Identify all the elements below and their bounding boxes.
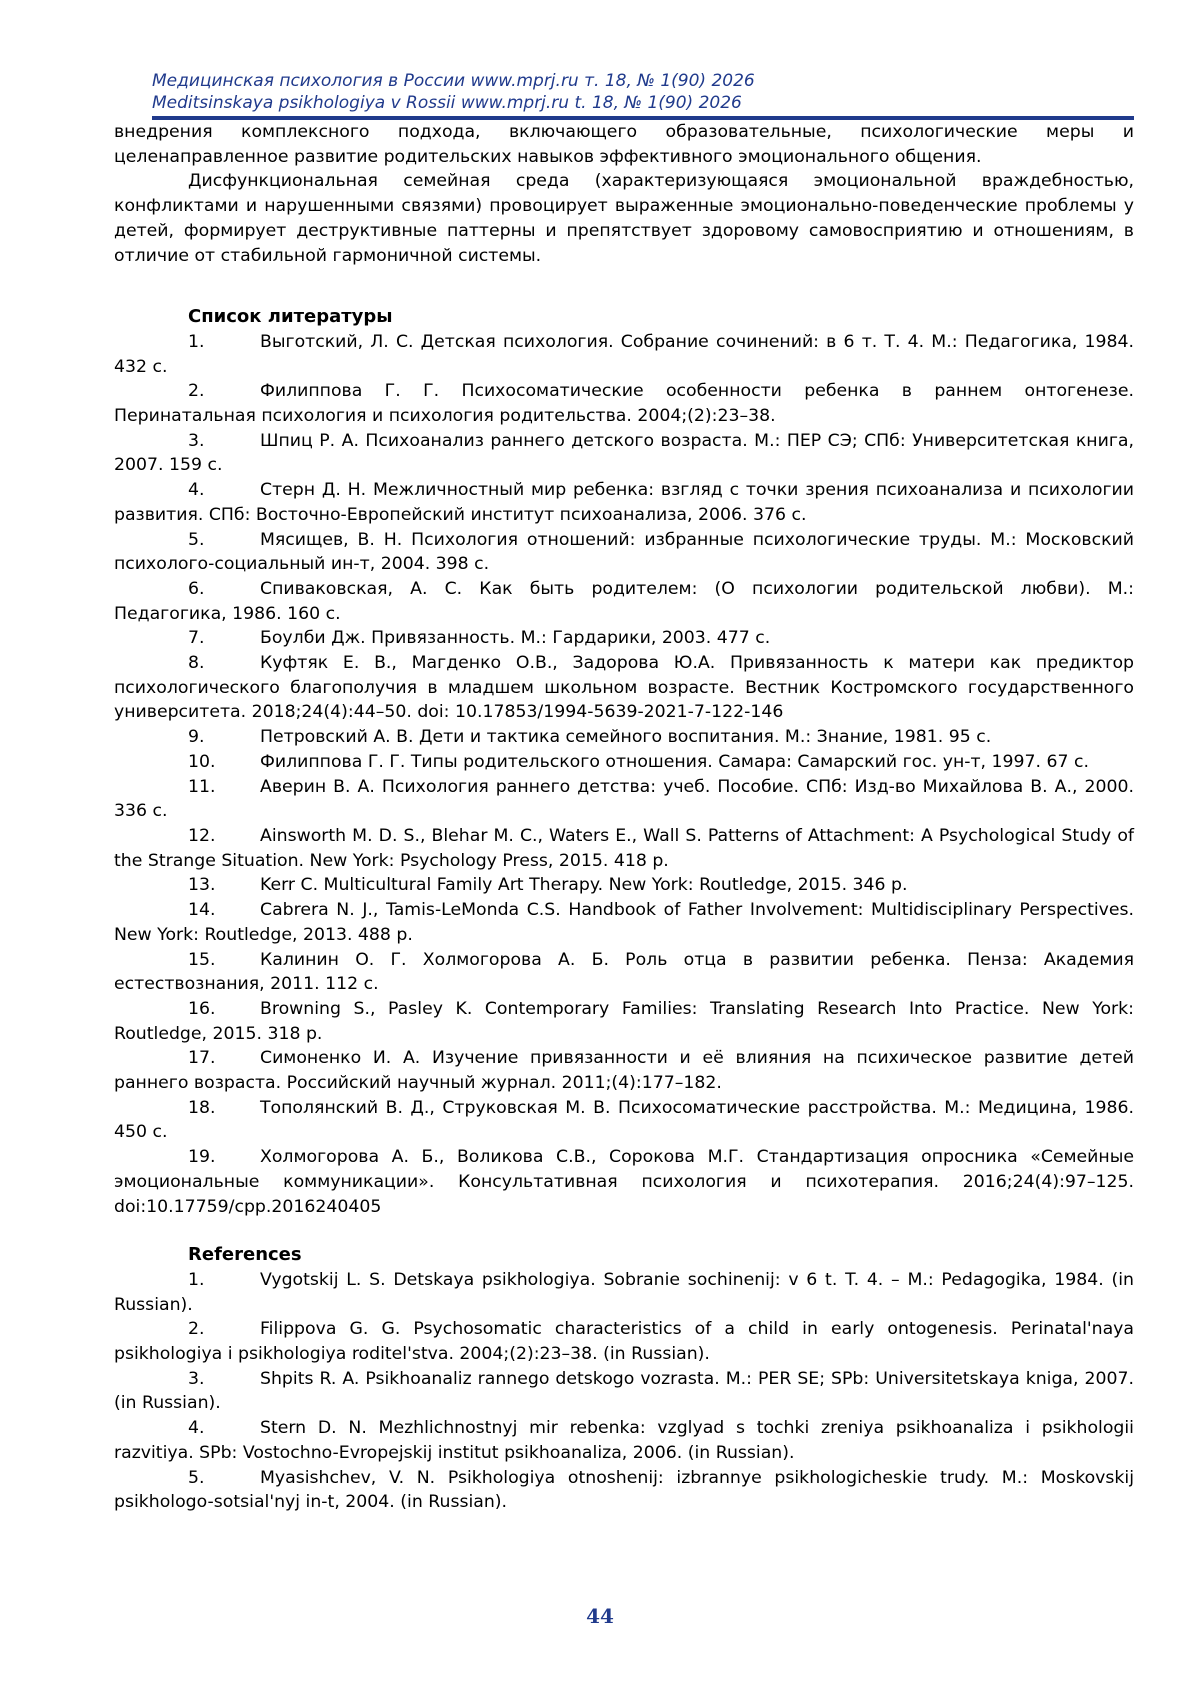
reference-text: Stern D. N. Mezhlichnostnyj mir rebenka: vzglyad s tochki zreniya psikhoanaliza i psikhologii razvitiya. SPb: Vostochno-Evropejskij institut psikhoanaliza, 2006. (in Russian). xyxy=(114,1418,1134,1463)
reference-item xyxy=(114,429,1134,478)
reference-text: Тополянский В. Д., Струковская М. В. Психосоматические расстройства. М.: Медицина, 1986. 450 с. xyxy=(114,1097,1134,1143)
reference-number: 14. xyxy=(188,900,216,921)
reference-item xyxy=(114,1268,1134,1317)
reference-item xyxy=(114,1046,1134,1095)
references-heading: References xyxy=(188,1244,302,1266)
reference-text: Myasishchev, V. N. Psikhologiya otnoshenij: izbrannye psikhologicheskie trudy. M.: Moskovskij psikhologo-sotsial'nyj in-t, 2004. (in Russian). xyxy=(114,1467,1134,1513)
reference-item xyxy=(114,1416,1134,1465)
reference-text: Спиваковская, А. С. Как быть родителем: (О психологии родительской любви). М.: Педагогика, 1986. 160 с. xyxy=(114,578,1134,624)
reference-number: 16. xyxy=(188,998,216,1019)
references-list xyxy=(114,1268,1134,1515)
reference-number: 3. xyxy=(188,430,205,451)
reference-text: Боулби Дж. Привязанность. М.: Гардарики, 2003. 477 с. xyxy=(260,628,771,649)
reference-number: 4. xyxy=(188,480,205,501)
reference-number: 18. xyxy=(188,1097,216,1118)
literature-heading: Список литературы xyxy=(188,306,393,328)
reference-number: 7. xyxy=(188,628,205,649)
reference-number: 15. xyxy=(188,949,216,970)
reference-text: Филиппова Г. Г. Психосоматические особенности ребенка в раннем онтогенезе. Перинатальная психология и психология родительства. 2004;(2):23–38. xyxy=(114,381,1134,427)
reference-number: 4. xyxy=(188,1418,205,1439)
reference-text: Холмогорова А. Б., Воликова С.В., Сорокова М.Г. Стандартизация опросника «Семейные эмоциональные коммуникации». Консультативная психология и психотерапия. 2016;24(4):97–125. doi:10.17759/cpp.2016240405 xyxy=(114,1147,1134,1217)
reference-item xyxy=(114,873,1134,898)
reference-item xyxy=(114,478,1134,527)
reference-number: 13. xyxy=(188,875,216,896)
reference-number: 6. xyxy=(188,578,205,599)
body-paragraph: внедрения комплексного подхода, включающего образовательные, психологические меры и целенаправленное развитие родительских навыков эффективного эмоционального общения. xyxy=(114,122,1134,167)
reference-text: Browning S., Pasley K. Contemporary Families: Translating Research Into Practice. New York: Routledge, 2015. 318 p. xyxy=(114,998,1134,1044)
journal-header-russian: Медицинская психология в России www.mprj.ru т. 18, № 1(90) 2026 xyxy=(152,71,755,91)
literature-list xyxy=(114,330,1134,1219)
reference-text: Филиппова Г. Г. Типы родительского отношения. Самара: Самарский гос. ун-т, 1997. 67 с. xyxy=(260,751,1089,772)
reference-text: Петровский А. В. Дети и тактика семейного воспитания. М.: Знание, 1981. 95 с. xyxy=(260,727,992,748)
reference-text: Выготский, Л. С. Детская психология. Собрание сочинений: в 6 т. Т. 4. М.: Педагогика, 1984. 432 с. xyxy=(114,331,1134,377)
reference-item xyxy=(114,1145,1134,1219)
reference-item xyxy=(114,330,1134,379)
journal-header xyxy=(152,70,1142,114)
reference-text: Калинин О. Г. Холмогорова А. Б. Роль отца в развитии ребенка. Пенза: Академия естествознания, 2011. 112 с. xyxy=(114,949,1134,995)
page-number: 44 xyxy=(586,1604,614,1628)
reference-item xyxy=(114,824,1134,873)
page-content xyxy=(114,120,1134,1515)
reference-item xyxy=(114,651,1134,725)
reference-number: 5. xyxy=(188,529,205,550)
reference-number: 2. xyxy=(188,1319,205,1340)
reference-item xyxy=(114,1466,1134,1515)
reference-item xyxy=(114,1367,1134,1416)
reference-item xyxy=(114,379,1134,428)
reference-number: 9. xyxy=(188,727,205,748)
reference-text: Шпиц Р. А. Психоанализ раннего детского возраста. М.: ПЕР СЭ; СПб: Университетская книга, 2007. 159 с. xyxy=(114,430,1134,476)
reference-item xyxy=(114,1096,1134,1145)
body-paragraph: Дисфункциональная семейная среда (характеризующаяся эмоциональной враждебностью, конфликтами и нарушенными связями) провоцирует выраженные эмоционально-поведенческие проблемы у детей, формирует деструктивные паттерны и препятствует здоровому самовосприятию и отношениям, в отличие от стабильной гармоничной системы. xyxy=(114,171,1134,266)
reference-text: Аверин В. А. Психология раннего детства: учеб. Пособие. СПб: Изд-во Михайлова В. А., 2000. 336 с. xyxy=(114,776,1134,822)
reference-number: 5. xyxy=(188,1467,205,1488)
reference-number: 19. xyxy=(188,1147,216,1168)
reference-item xyxy=(114,626,1134,651)
reference-text: Filippova G. G. Psychosomatic characteristics of a child in early ontogenesis. Perinatal'naya psikhologiya i psikhologiya roditel'stva. 2004;(2):23–38. (in Russian). xyxy=(114,1319,1134,1365)
reference-number: 2. xyxy=(188,381,205,402)
reference-number: 8. xyxy=(188,653,205,674)
reference-text: Vygotskij L. S. Detskaya psikhologiya. Sobranie sochinenij: v 6 t. T. 4. – M.: Pedagogika, 1984. (in Russian). xyxy=(114,1269,1134,1315)
reference-item xyxy=(114,528,1134,577)
reference-number: 10. xyxy=(188,751,216,772)
reference-item xyxy=(114,775,1134,824)
reference-text: Ainsworth M. D. S., Blehar M. C., Waters E., Wall S. Patterns of Attachment: A Psychological Study of the Strange Situation. New York: Psychology Press, 2015. 418 p. xyxy=(114,825,1134,871)
reference-number: 1. xyxy=(188,331,205,352)
reference-text: Мясищев, В. Н. Психология отношений: избранные психологические труды. М.: Московский психолого-социальный ин-т, 2004. 398 с. xyxy=(114,529,1134,575)
reference-text: Kerr C. Multicultural Family Art Therapy. New York: Routledge, 2015. 346 p. xyxy=(260,875,908,896)
reference-item xyxy=(114,898,1134,947)
reference-number: 11. xyxy=(188,776,216,797)
reference-text: Shpits R. A. Psikhoanaliz rannego detskogo vozrasta. M.: PER SE; SPb: Universitetskaya kniga, 2007. (in Russian). xyxy=(114,1368,1134,1414)
reference-number: 1. xyxy=(188,1269,205,1290)
reference-item xyxy=(114,750,1134,775)
reference-item xyxy=(114,948,1134,997)
reference-text: Стерн Д. Н. Межличностный мир ребенка: взгляд с точки зрения психоанализа и психологии развития. СПб: Восточно-Европейский институт психоанализа, 2006. 376 с. xyxy=(114,480,1134,525)
reference-item xyxy=(114,577,1134,626)
reference-item xyxy=(114,1317,1134,1366)
reference-item xyxy=(114,997,1134,1046)
reference-number: 17. xyxy=(188,1048,216,1069)
reference-item xyxy=(114,725,1134,750)
reference-text: Куфтяк Е. В., Магденко О.В., Задорова Ю.А. Привязанность к матери как предиктор психологического благополучия в младшем школьном возрасте. Вестник Костромского государственного университета. 2018;24(4):44–50. doi: 10.17853/1994-5639-2021-7-122-146 xyxy=(114,653,1134,723)
reference-text: Симоненко И. А. Изучение привязанности и её влияния на психическое развитие детей раннего возраста. Российский научный журнал. 2011;(4):177–182. xyxy=(114,1048,1134,1094)
reference-number: 3. xyxy=(188,1368,205,1389)
reference-text: Cabrera N. J., Tamis-LeMonda C.S. Handbook of Father Involvement: Multidisciplinary Perspectives. New York: Routledge, 2013. 488 p. xyxy=(114,900,1134,945)
journal-header-transliterated: Meditsinskaya psikhologiya v Rossii www.mprj.ru t. 18, № 1(90) 2026 xyxy=(152,93,742,113)
reference-number: 12. xyxy=(188,825,216,846)
